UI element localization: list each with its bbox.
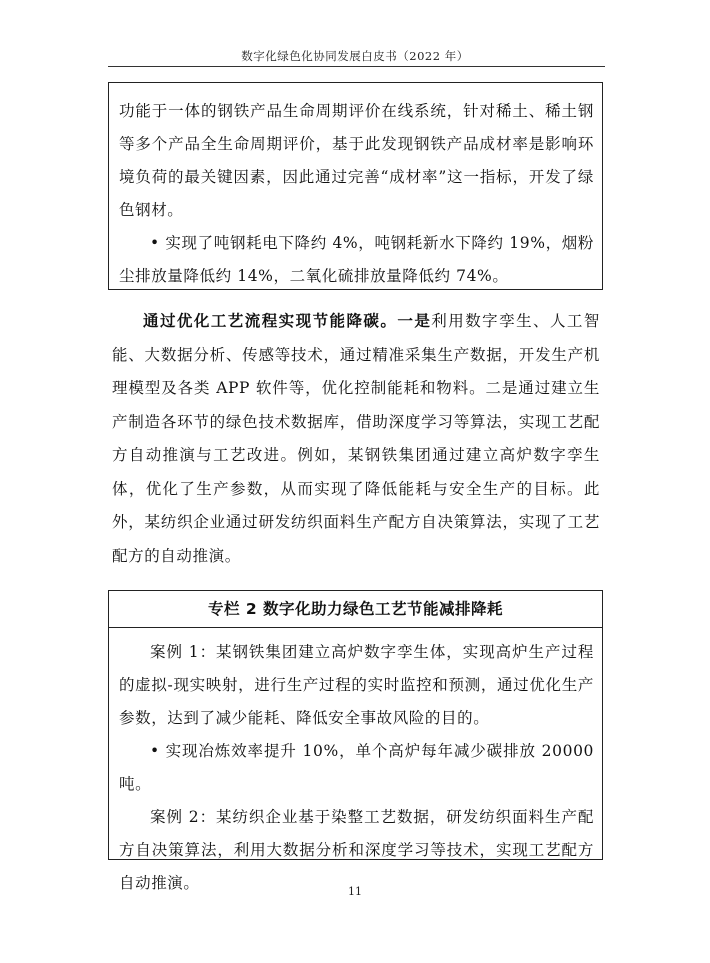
case-1-text: 案例 1：某钢铁集团建立高炉数字孪生体，实现高炉生产过程的虚拟-现实映射，进行生产过程的实时监控和预测，通过优化生产参数，达到了减少能耗、降低安全事故风险的目的。 xyxy=(119,643,594,727)
section-lead: 通过优化工艺流程实现节能降碳。 xyxy=(143,312,398,330)
column-box-body xyxy=(109,628,602,900)
header-rule xyxy=(108,66,605,67)
case-1-bullet: • 实现冶炼效率提升 10%，单个高炉每年减少碳排放 20000 吨。 xyxy=(119,742,594,793)
box1-bullet: • 实现了吨钢耗电下降约 4%，吨钢耗新水下降约 19%，烟粉尘排放量降低约 14%，二氧化硫排放量降低约 74%。 xyxy=(119,234,594,285)
box1-paragraph: 功能于一体的钢铁产品生命周期评价在线系统，针对稀土、稀土钢等多个产品全生命周期评价，基于此发现钢铁产品成材率是影响环境负荷的最关键因素，因此通过完善“成材率”这一指标，开发了绿色钢材。 xyxy=(119,102,594,219)
column-box-title: 专栏 2 数字化助力绿色工艺节能减排降耗 xyxy=(109,591,602,628)
main-paragraph-body: 利用数字孪生、人工智能、大数据分析、传感等技术，通过精准采集生产数据，开发生产机理模型及各类 APP 软件等，优化控制能耗和物料。二是通过建立生产制造各环节的绿色技术数据库，借助深度学习等算法，实现工艺配方自动推演与工艺改进。例如，某钢铁集团通过建立高炉数字孪生体，优化了生产参数，从而实现了降低能耗与安全生产的目标。此外，某纺织企业通过研发纺织面料生产配方自决策算法，实现了工艺配方的自动推演。 xyxy=(112,312,600,565)
running-header: 数字化绿色化协同发展白皮书（2022 年） xyxy=(241,49,469,63)
main-paragraph-text xyxy=(112,305,600,573)
page-number: 11 xyxy=(348,885,362,898)
case-box-continued xyxy=(108,82,603,290)
case-2-text: 案例 2：某纺织企业基于染整工艺数据，研发纺织面料生产配方自决策算法，利用大数据分析和深度学习等技术，实现工艺配方自动推演。 xyxy=(119,808,594,892)
main-paragraph xyxy=(112,305,600,573)
first-marker: 一是 xyxy=(397,312,432,330)
